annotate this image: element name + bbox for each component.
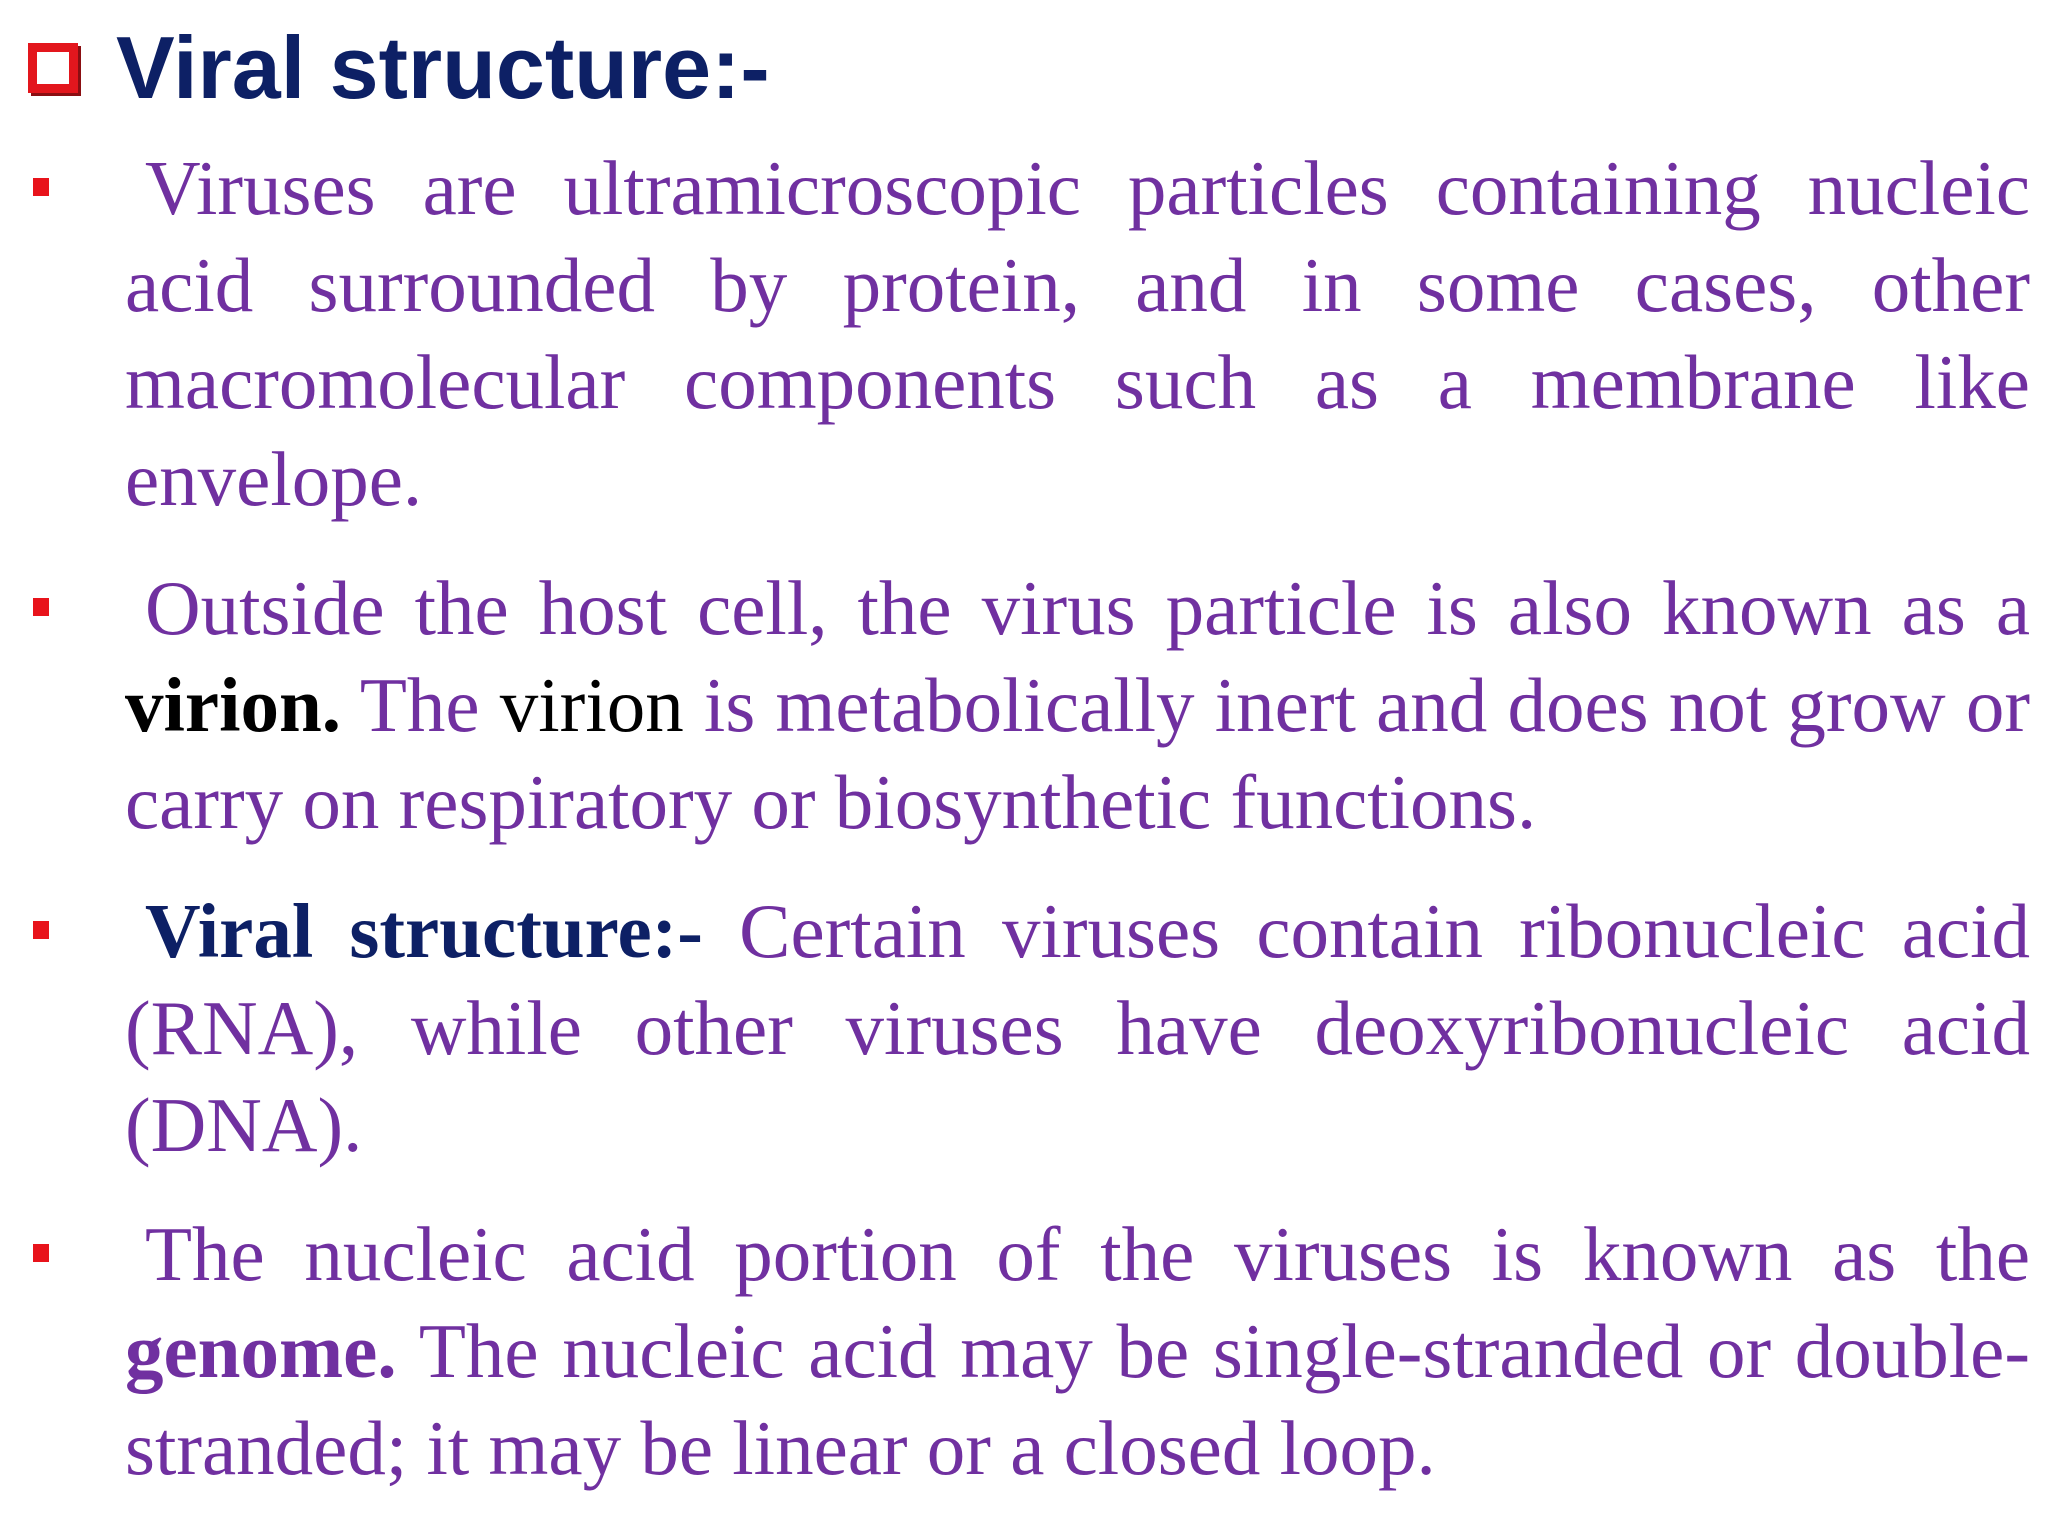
bullet-item-4 <box>0 1206 2048 1497</box>
bullet-text <box>125 140 2030 528</box>
square-bullet-icon <box>33 598 49 616</box>
bullet-text <box>125 560 2030 851</box>
bullet-text-segment: Certain viruses contain ribonucleic acid (RNA), while other viruses have deoxyribonucleic acid (DNA). <box>125 888 2030 1168</box>
bullet-item-2 <box>0 560 2048 851</box>
bullet-item-1 <box>0 140 2048 528</box>
slide-title: Viral structure:- <box>116 18 770 117</box>
bullet-heading: Viral structure:- <box>145 888 703 974</box>
bullet-text-segment: Outside the host cell, the virus particle is also known as a <box>145 565 2030 651</box>
term-genome: genome. <box>125 1308 397 1394</box>
bullet-list <box>0 140 2048 1529</box>
square-bullet-icon <box>33 178 49 196</box>
bullet-text-segment: The <box>341 662 500 748</box>
square-bullet-icon <box>33 1244 49 1262</box>
square-bullet-icon <box>33 921 49 939</box>
bullet-item-3 <box>0 883 2048 1174</box>
title-row <box>28 18 770 118</box>
bullet-text-segment: The nucleic acid portion of the viruses is known as the <box>145 1211 2030 1297</box>
bullet-text <box>125 883 2030 1174</box>
bullet-text-segment: is metabolically inert and does not grow or carry on respiratory or biosynthetic functions. <box>125 662 2030 845</box>
bullet-text-segment: The nucleic acid may be single-stranded or double-stranded; it may be linear or a closed loop. <box>125 1308 2030 1491</box>
bullet-text-segment: Viruses are ultramicroscopic particles containing nucleic acid surrounded by protein, and in some cases, other macromolecular components such as a membrane like envelope. <box>125 145 2030 522</box>
term-virion: virion <box>499 662 684 748</box>
term-virion-bold: virion. <box>125 662 342 748</box>
bullet-text <box>125 1206 2030 1497</box>
hollow-square-bullet-icon <box>28 43 78 93</box>
